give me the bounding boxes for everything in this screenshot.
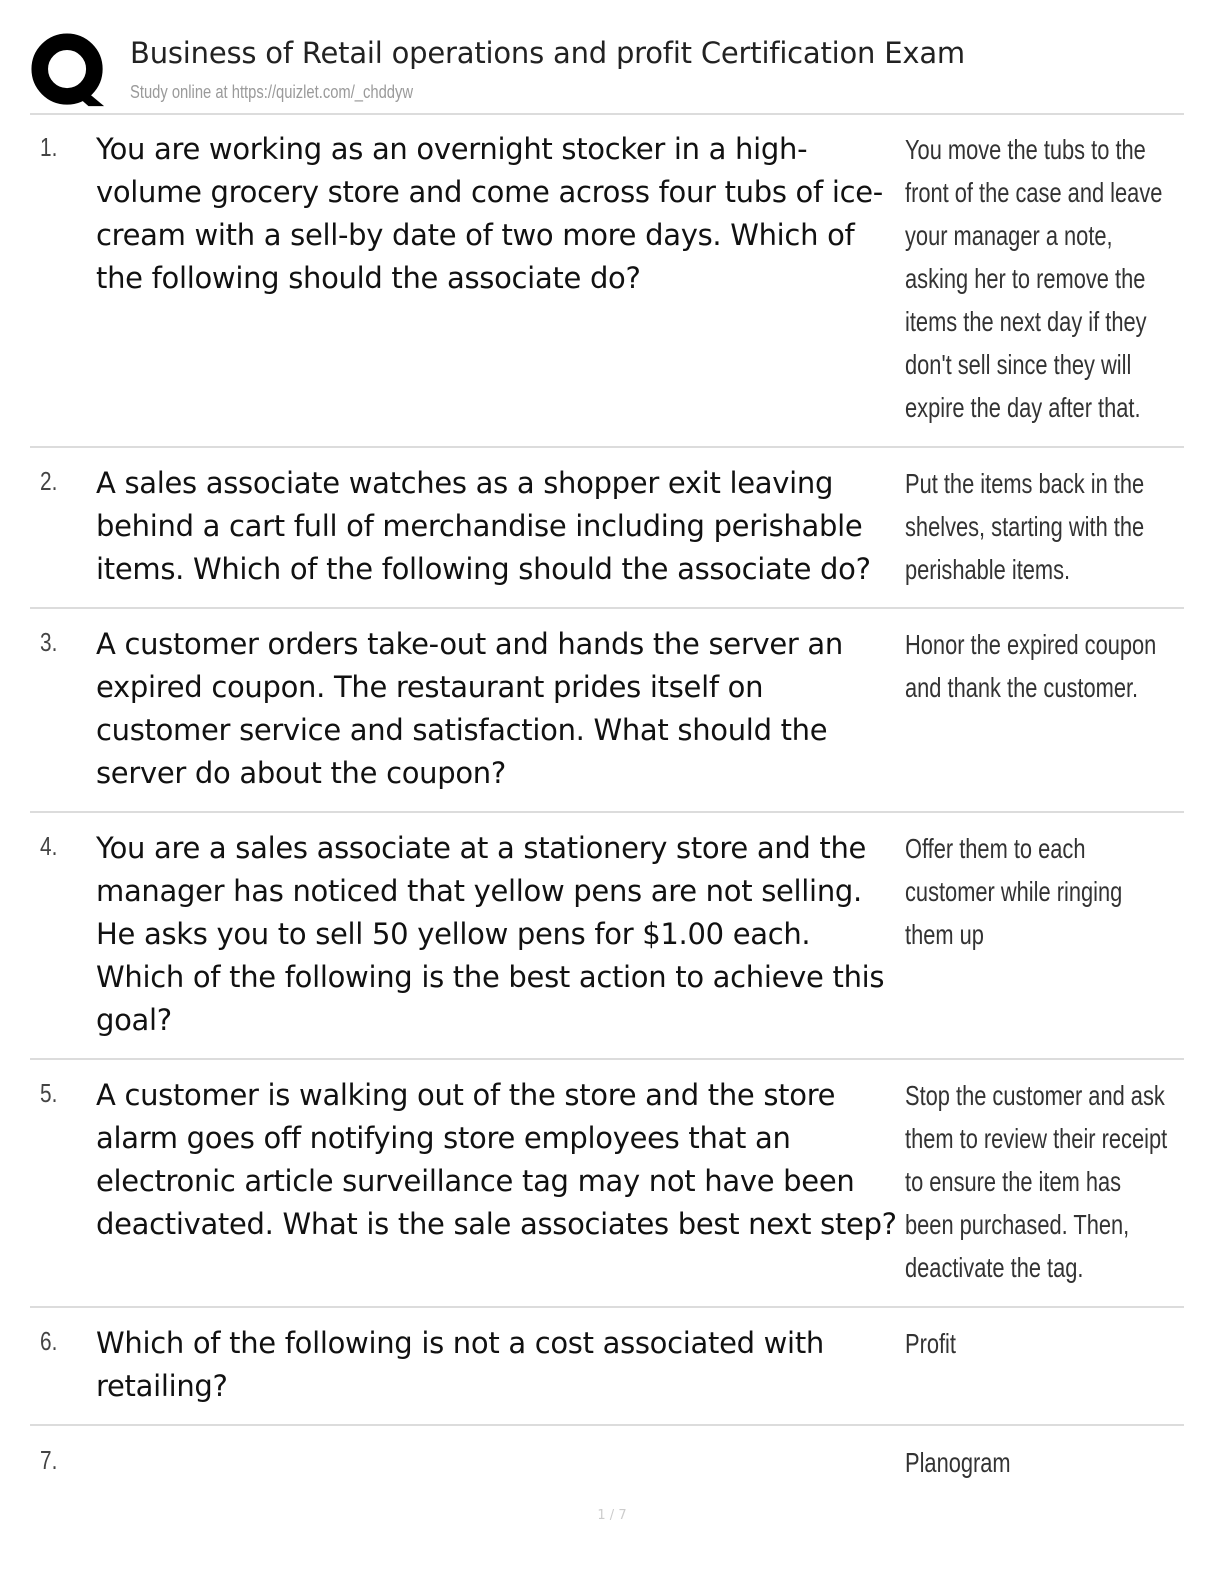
item-divider [30, 1306, 1184, 1308]
item-divider [30, 1058, 1184, 1060]
item-answer: Planogram [905, 1447, 1011, 1478]
study-online-link[interactable]: Study online at https://quizlet.com/_chddyw [130, 82, 414, 102]
item-question: Which of the following is not a cost associated with retailing? [96, 1326, 824, 1403]
item-number: 7. [40, 1445, 58, 1475]
item-answer: Stop the customer and ask them to review their receipt to ensure the item has been purchased. Then, deactivate the tag. [905, 1080, 1168, 1283]
document-header [30, 28, 1184, 114]
item-number: 1. [40, 132, 58, 162]
item-answer: Honor the expired coupon and thank the customer. [905, 629, 1157, 703]
item-divider [30, 607, 1184, 609]
item-divider [30, 811, 1184, 813]
item-divider [30, 1424, 1184, 1426]
item-divider [30, 446, 1184, 448]
item-answer: Offer them to each customer while ringing them up [905, 833, 1123, 950]
item-answer: Put the items back in the shelves, starting with the perishable items. [905, 468, 1145, 585]
item-number: 6. [40, 1326, 58, 1356]
item-question: A customer orders take-out and hands the server an expired coupon. The restaurant prides itself on customer service and satisfaction. What should the server do about the coupon? [96, 627, 843, 790]
item-answer: Profit [905, 1328, 956, 1359]
item-number: 3. [40, 627, 58, 657]
page-title: Business of Retail operations and profit Certification Exam [130, 36, 965, 70]
item-question: You are a sales associate at a stationery store and the manager has noticed that yellow pens are not selling. He asks you to sell 50 yellow pens for $1.00 each. Which of the following is the best action to achieve this goal? [96, 831, 885, 1037]
item-answer: You move the tubs to the front of the case and leave your manager a note, asking her to remove the items the next day if they don't sell since they will expire the day after that. [905, 134, 1163, 423]
page-number: 1 / 7 [597, 1508, 627, 1523]
quizlet-logo-icon [30, 32, 108, 110]
item-question: A customer is walking out of the store and the store alarm goes off notifying store employees that an electronic article surveillance tag may not have been deactivated. What is the sale associates best next step? [96, 1078, 897, 1241]
item-number: 2. [40, 466, 58, 496]
item-number: 5. [40, 1078, 58, 1108]
item-number: 4. [40, 831, 58, 861]
header-divider [30, 113, 1184, 115]
item-question: You are working as an overnight stocker in a high-volume grocery store and come across four tubs of ice-cream with a sell-by date of two more days. Which of the following should the associate do? [96, 132, 883, 295]
item-question: A sales associate watches as a shopper exit leaving behind a cart full of merchandise including perishable items. Which of the following should the associate do? [96, 466, 871, 586]
